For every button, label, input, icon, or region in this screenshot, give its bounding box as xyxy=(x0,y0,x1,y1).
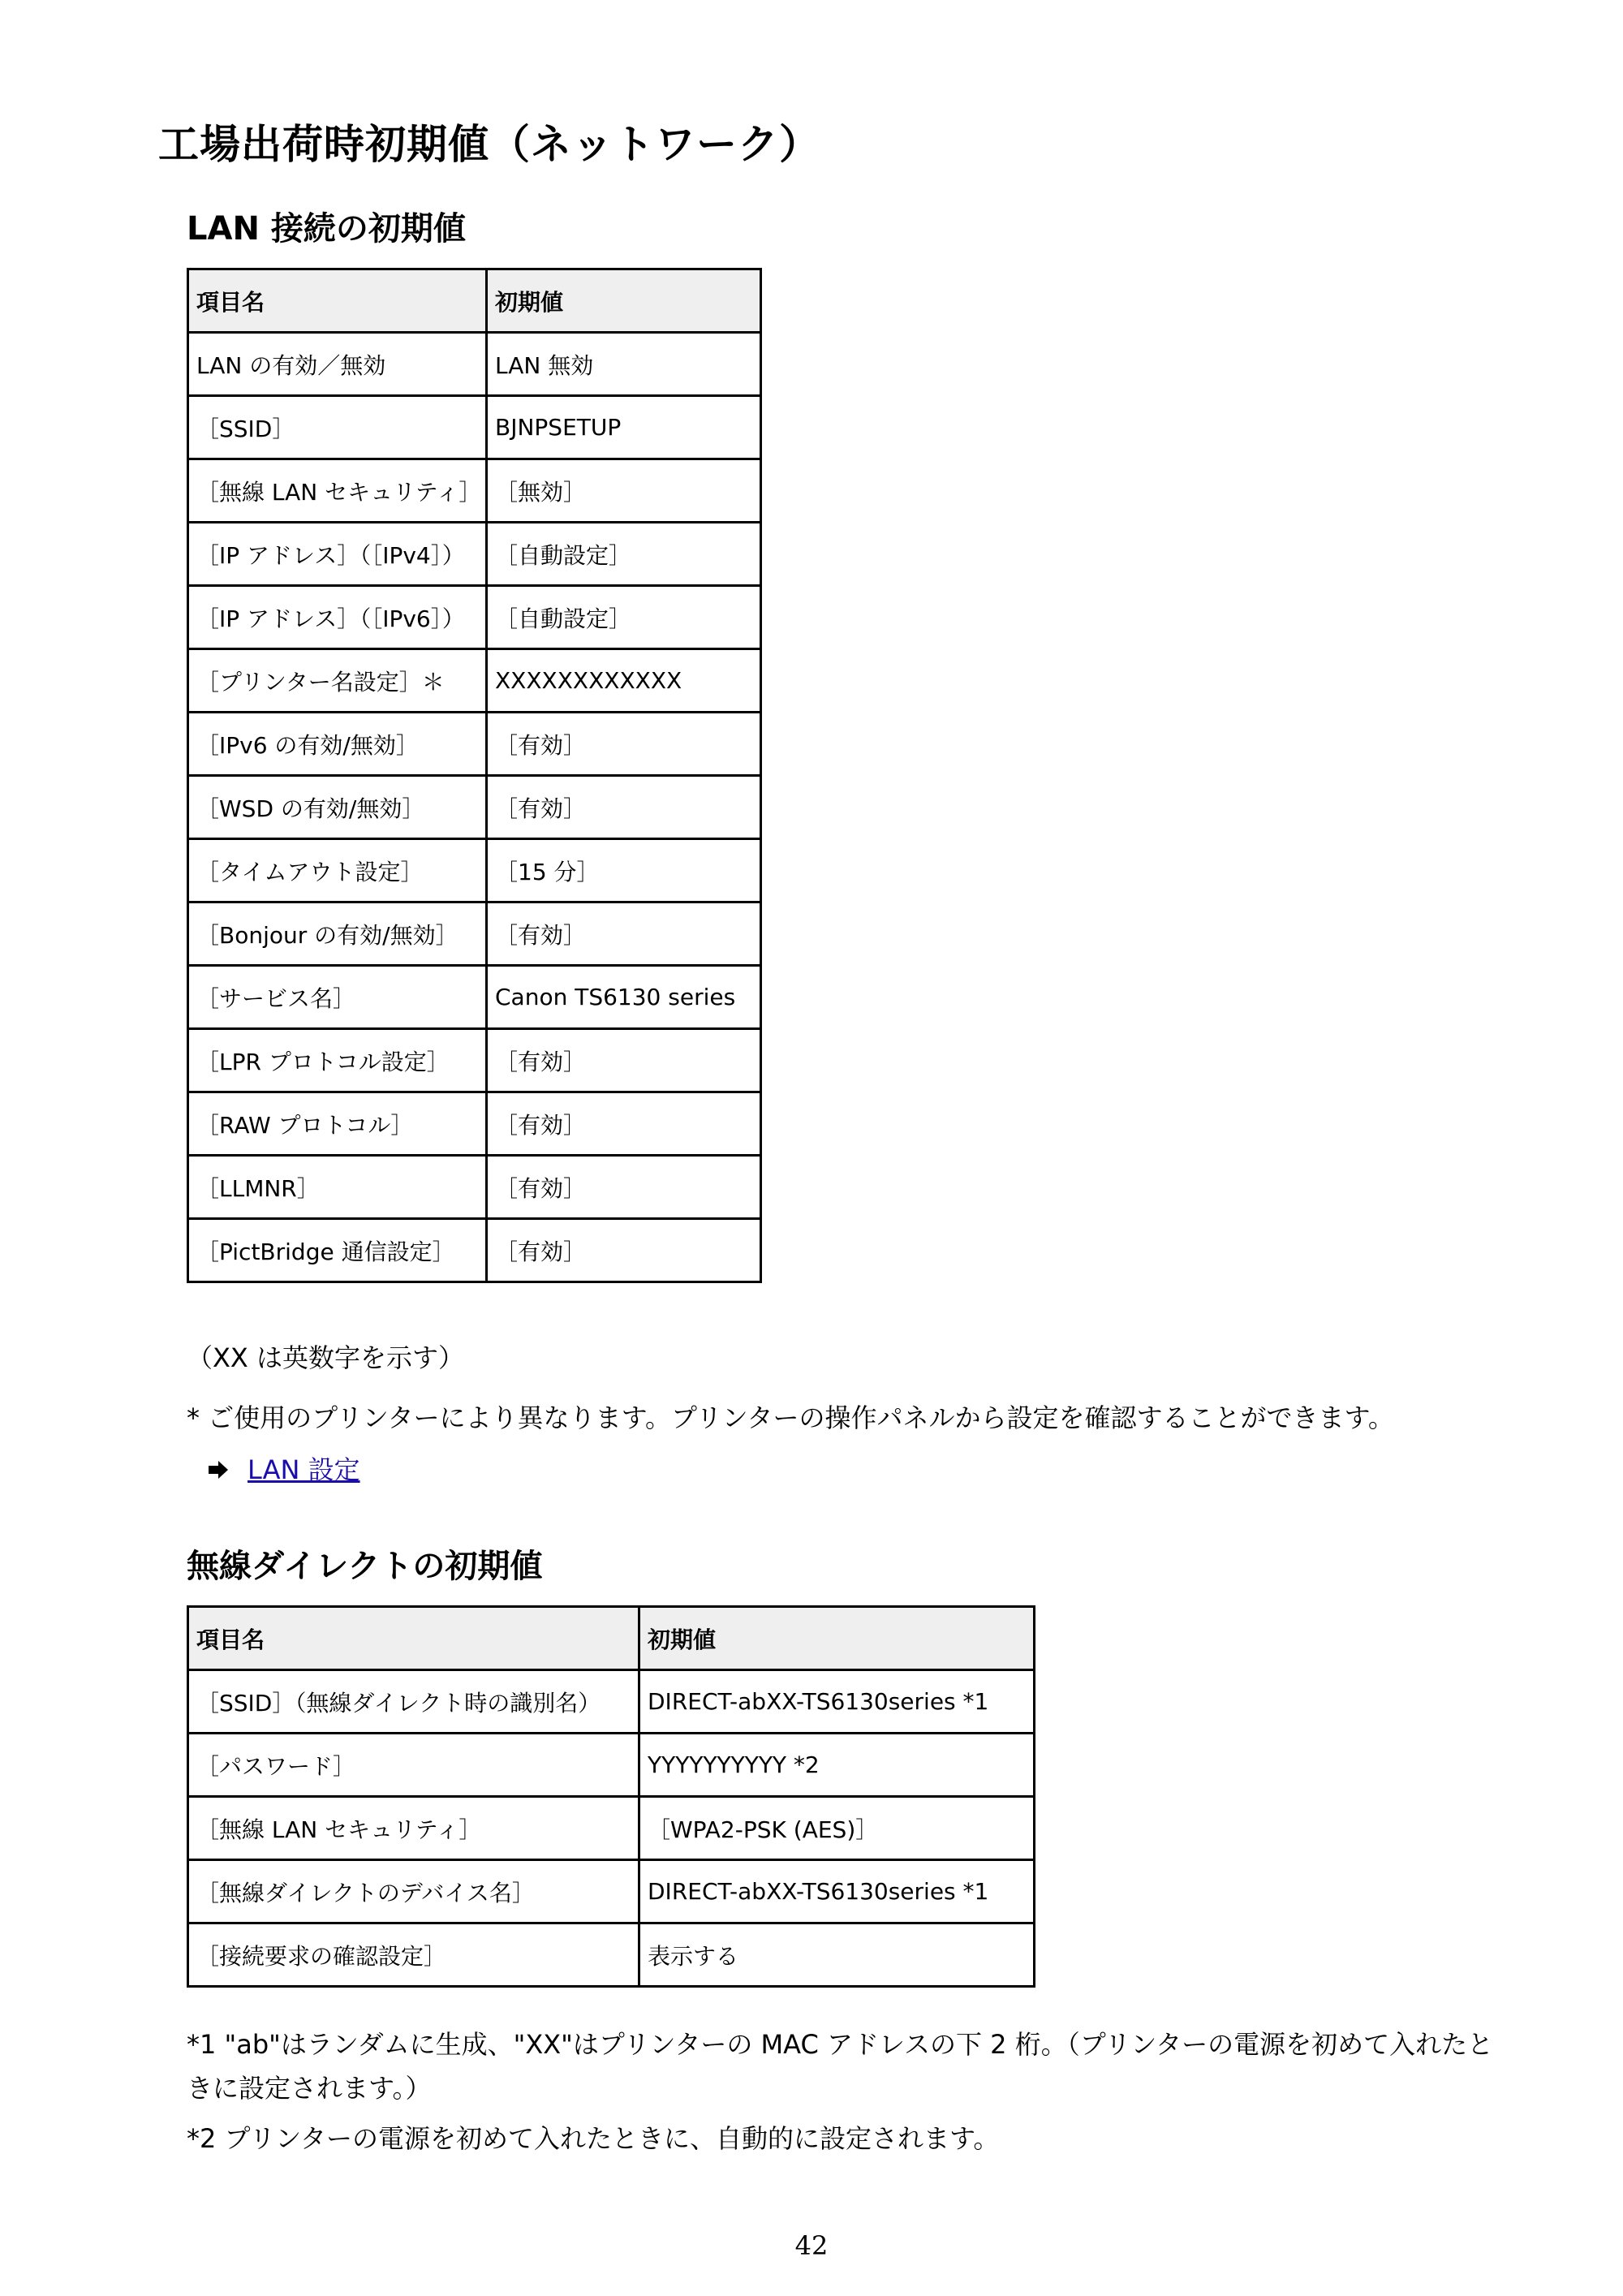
setting-name-cell: ［無線 LAN セキュリティ］ xyxy=(188,1797,639,1860)
setting-name-cell: ［IP アドレス］（［IPv4］） xyxy=(188,523,487,586)
table-row xyxy=(188,1156,761,1219)
table-row xyxy=(188,523,761,586)
setting-name-cell: ［PictBridge 通信設定］ xyxy=(188,1219,487,1282)
table-row xyxy=(188,1670,1035,1734)
setting-value-cell: ［自動設定］ xyxy=(487,523,761,586)
setting-value-cell: ［有効］ xyxy=(487,776,761,839)
setting-value-cell: ［WPA2-PSK (AES)］ xyxy=(639,1797,1035,1860)
table-row xyxy=(188,902,761,966)
setting-value-cell: ［有効］ xyxy=(487,1156,761,1219)
setting-value-cell: ［無効］ xyxy=(487,459,761,523)
footnote-2: *2 プリンターの電源を初めて入れたときに、自動的に設定されます。 xyxy=(187,2123,1000,2154)
table-row xyxy=(188,776,761,839)
table-header-row xyxy=(188,1607,1035,1670)
setting-value-cell: LAN 無効 xyxy=(487,333,761,396)
setting-name-cell: LAN の有効／無効 xyxy=(188,333,487,396)
wireless-direct-section-heading: 無線ダイレクトの初期値 xyxy=(187,1548,543,1585)
wireless-direct-table-body xyxy=(188,1670,1035,1987)
table-row xyxy=(188,1797,1035,1860)
table-row xyxy=(188,586,761,649)
column-header-item: 項目名 xyxy=(188,1607,639,1670)
setting-name-cell: ［無線ダイレクトのデバイス名］ xyxy=(188,1860,639,1923)
setting-value-cell: ［有効］ xyxy=(487,1029,761,1092)
column-header-default: 初期値 xyxy=(639,1607,1035,1670)
setting-name-cell: ［接続要求の確認設定］ xyxy=(188,1923,639,1987)
setting-name-cell: ［Bonjour の有効/無効］ xyxy=(188,902,487,966)
setting-name-cell: ［パスワード］ xyxy=(188,1734,639,1797)
setting-value-cell: 表示する xyxy=(639,1923,1035,1987)
setting-value-cell: BJNPSETUP xyxy=(487,396,761,459)
setting-value-cell: YYYYYYYYYY *2 xyxy=(639,1734,1035,1797)
setting-name-cell: ［LPR プロトコル設定］ xyxy=(188,1029,487,1092)
lan-settings-link-row xyxy=(207,1450,360,1487)
table-row xyxy=(188,333,761,396)
lan-table-body xyxy=(188,333,761,1282)
table-row xyxy=(188,966,761,1029)
setting-value-cell: ［有効］ xyxy=(487,1219,761,1282)
right-arrow-icon xyxy=(207,1459,230,1480)
column-header-default: 初期値 xyxy=(487,269,761,333)
setting-name-cell: ［SSID］（無線ダイレクト時の識別名） xyxy=(188,1670,639,1734)
footnote-1: *1 "ab"はランダムに生成、"XX"はプリンターの MAC アドレスの下 2 桁。（プリンターの電源を初めて入れたときに設定されます。） xyxy=(187,2029,1494,2104)
lan-settings-link[interactable]: LAN 設定 xyxy=(248,1454,360,1485)
setting-name-cell: ［サービス名］ xyxy=(188,966,487,1029)
table-row xyxy=(188,1923,1035,1987)
table-row xyxy=(188,839,761,902)
setting-name-cell: ［タイムアウト設定］ xyxy=(188,839,487,902)
setting-name-cell: ［WSD の有効/無効］ xyxy=(188,776,487,839)
setting-value-cell: DIRECT-abXX-TS6130series *1 xyxy=(639,1670,1035,1734)
note-xx-meaning: （XX は英数字を示す） xyxy=(187,1342,465,1373)
setting-name-cell: ［プリンター名設定］＊ xyxy=(188,649,487,713)
table-row xyxy=(188,396,761,459)
table-row xyxy=(188,459,761,523)
setting-value-cell: XXXXXXXXXXXX xyxy=(487,649,761,713)
setting-name-cell: ［無線 LAN セキュリティ］ xyxy=(188,459,487,523)
setting-name-cell: ［RAW プロトコル］ xyxy=(188,1092,487,1156)
setting-value-cell: ［有効］ xyxy=(487,713,761,776)
table-row xyxy=(188,1734,1035,1797)
page-title: 工場出荷時初期値（ネットワーク） xyxy=(158,121,820,168)
setting-value-cell: ［有効］ xyxy=(487,1092,761,1156)
wireless-direct-defaults-table xyxy=(187,1605,1035,1988)
setting-name-cell: ［IP アドレス］（［IPv6］） xyxy=(188,586,487,649)
table-header-row xyxy=(188,269,761,333)
setting-name-cell: ［LLMNR］ xyxy=(188,1156,487,1219)
lan-defaults-table xyxy=(187,268,762,1283)
lan-section-heading: LAN 接続の初期値 xyxy=(187,210,466,248)
setting-value-cell: ［15 分］ xyxy=(487,839,761,902)
setting-value-cell: ［有効］ xyxy=(487,902,761,966)
note-printer-name: * ご使用のプリンターにより異なります。プリンターの操作パネルから設定を確認することができます。 xyxy=(187,1402,1394,1433)
table-row xyxy=(188,713,761,776)
setting-value-cell: DIRECT-abXX-TS6130series *1 xyxy=(639,1860,1035,1923)
setting-name-cell: ［IPv6 の有効/無効］ xyxy=(188,713,487,776)
setting-name-cell: ［SSID］ xyxy=(188,396,487,459)
column-header-item: 項目名 xyxy=(188,269,487,333)
table-row xyxy=(188,1219,761,1282)
table-row xyxy=(188,1092,761,1156)
table-row xyxy=(188,649,761,713)
table-row xyxy=(188,1029,761,1092)
table-row xyxy=(188,1860,1035,1923)
setting-value-cell: Canon TS6130 series xyxy=(487,966,761,1029)
setting-value-cell: ［自動設定］ xyxy=(487,586,761,649)
page-number: 42 xyxy=(794,2230,829,2261)
